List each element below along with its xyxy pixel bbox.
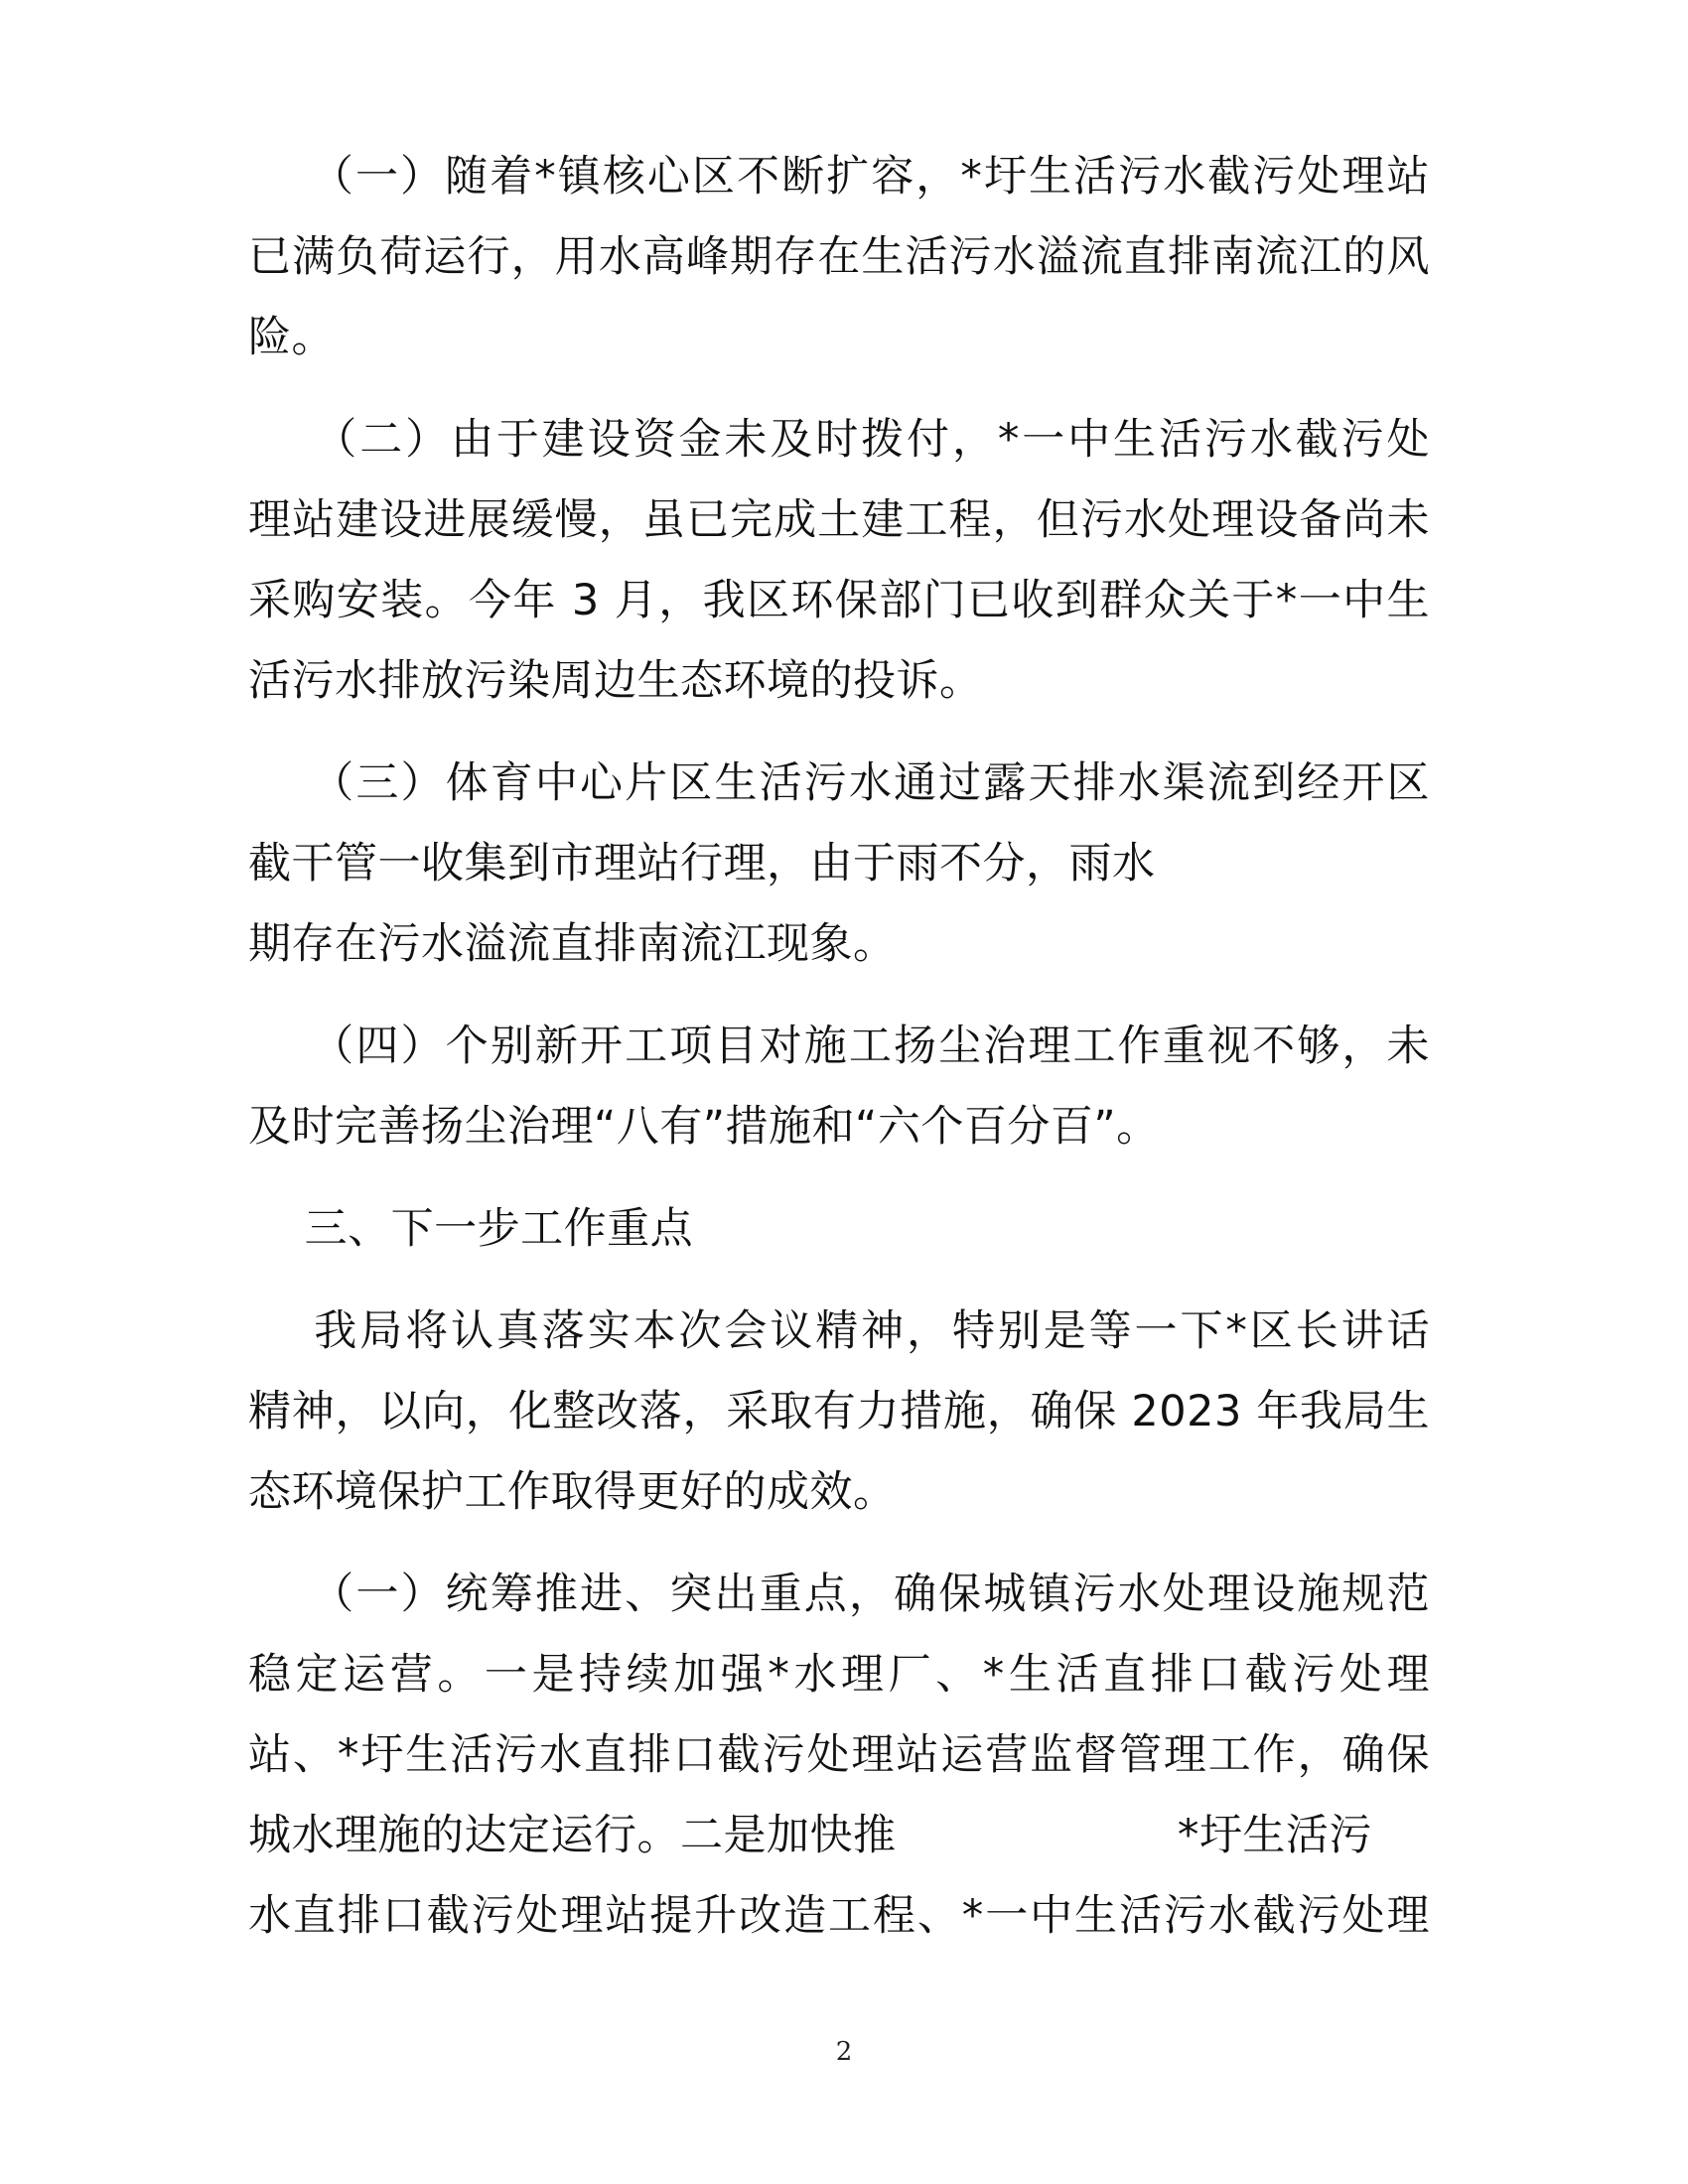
paragraph-4-line-2: 及时完善扬尘治理“八有”措施和“六个百分百”。 [248,1102,1160,1152]
paragraph-3-line-1: （三）体育中心片区生活污水通过露天排水渠流到经开区 [248,758,1430,808]
paragraph-6-line-2: 精神，以向，化整改落，采取有力措施，确保 2023 年我局生 [248,1387,1430,1436]
paragraph-6-line-1: 我局将认真落实本次会议精神，特别是等一下*区长讲话 [248,1306,1430,1356]
paragraph-7-line-5: 水直排口截污处理站提升改造工程、*一中生活污水截污处理 [248,1891,1430,1941]
paragraph-3-line-2: 截干管一收集到市理站行理，由于雨不分，雨水 [248,839,1156,888]
page-number: 2 [835,2037,853,2067]
paragraph-5-line-1: 三、下一步工作重点 [248,1204,694,1254]
paragraph-4-line-1: （四）个别新开工项目对施工扬尘治理工作重视不够，未 [248,1022,1430,1071]
paragraph-7-line-2: 稳定运营。一是持续加强*水理厂、*生活直排口截污处理 [248,1650,1430,1700]
paragraph-6-line-3: 态环境保护工作取得更好的成效。 [248,1467,897,1517]
paragraph-2-line-4: 活污水排放污染周边生态环境的投诉。 [248,656,983,706]
paragraph-7-line-1: （一）统筹推进、突出重点，确保城镇污水处理设施规范 [248,1570,1430,1619]
paragraph-2-line-1: （二）由于建设资金未及时拨付，*一中生活污水截污处 [248,415,1430,465]
paragraph-2-line-2: 理站建设进展缓慢，虽已完成土建工程，但污水处理设备尚未 [248,495,1430,545]
paragraph-1-line-1: （一）随着*镇核心区不断扩容，*圩生活污水截污处理站 [248,152,1430,202]
paragraph-1-line-2: 已满负荷运行，用水高峰期存在生活污水溢流直排南流江的风 [248,232,1430,282]
paragraph-2-line-3: 采购安装。今年 3 月，我区环保部门已收到群众关于*一中生 [248,576,1430,625]
paragraph-1-line-3: 险。 [248,313,335,362]
paragraph-3-line-3: 期存在污水溢流直排南流江现象。 [248,919,897,969]
paragraph-7-line-4: 城水理施的达定运行。二是加快推 *圩生活污 [248,1811,1372,1860]
paragraph-7-line-3: 站、*圩生活污水直排口截污处理站运营监督管理工作，确保 [248,1730,1430,1780]
